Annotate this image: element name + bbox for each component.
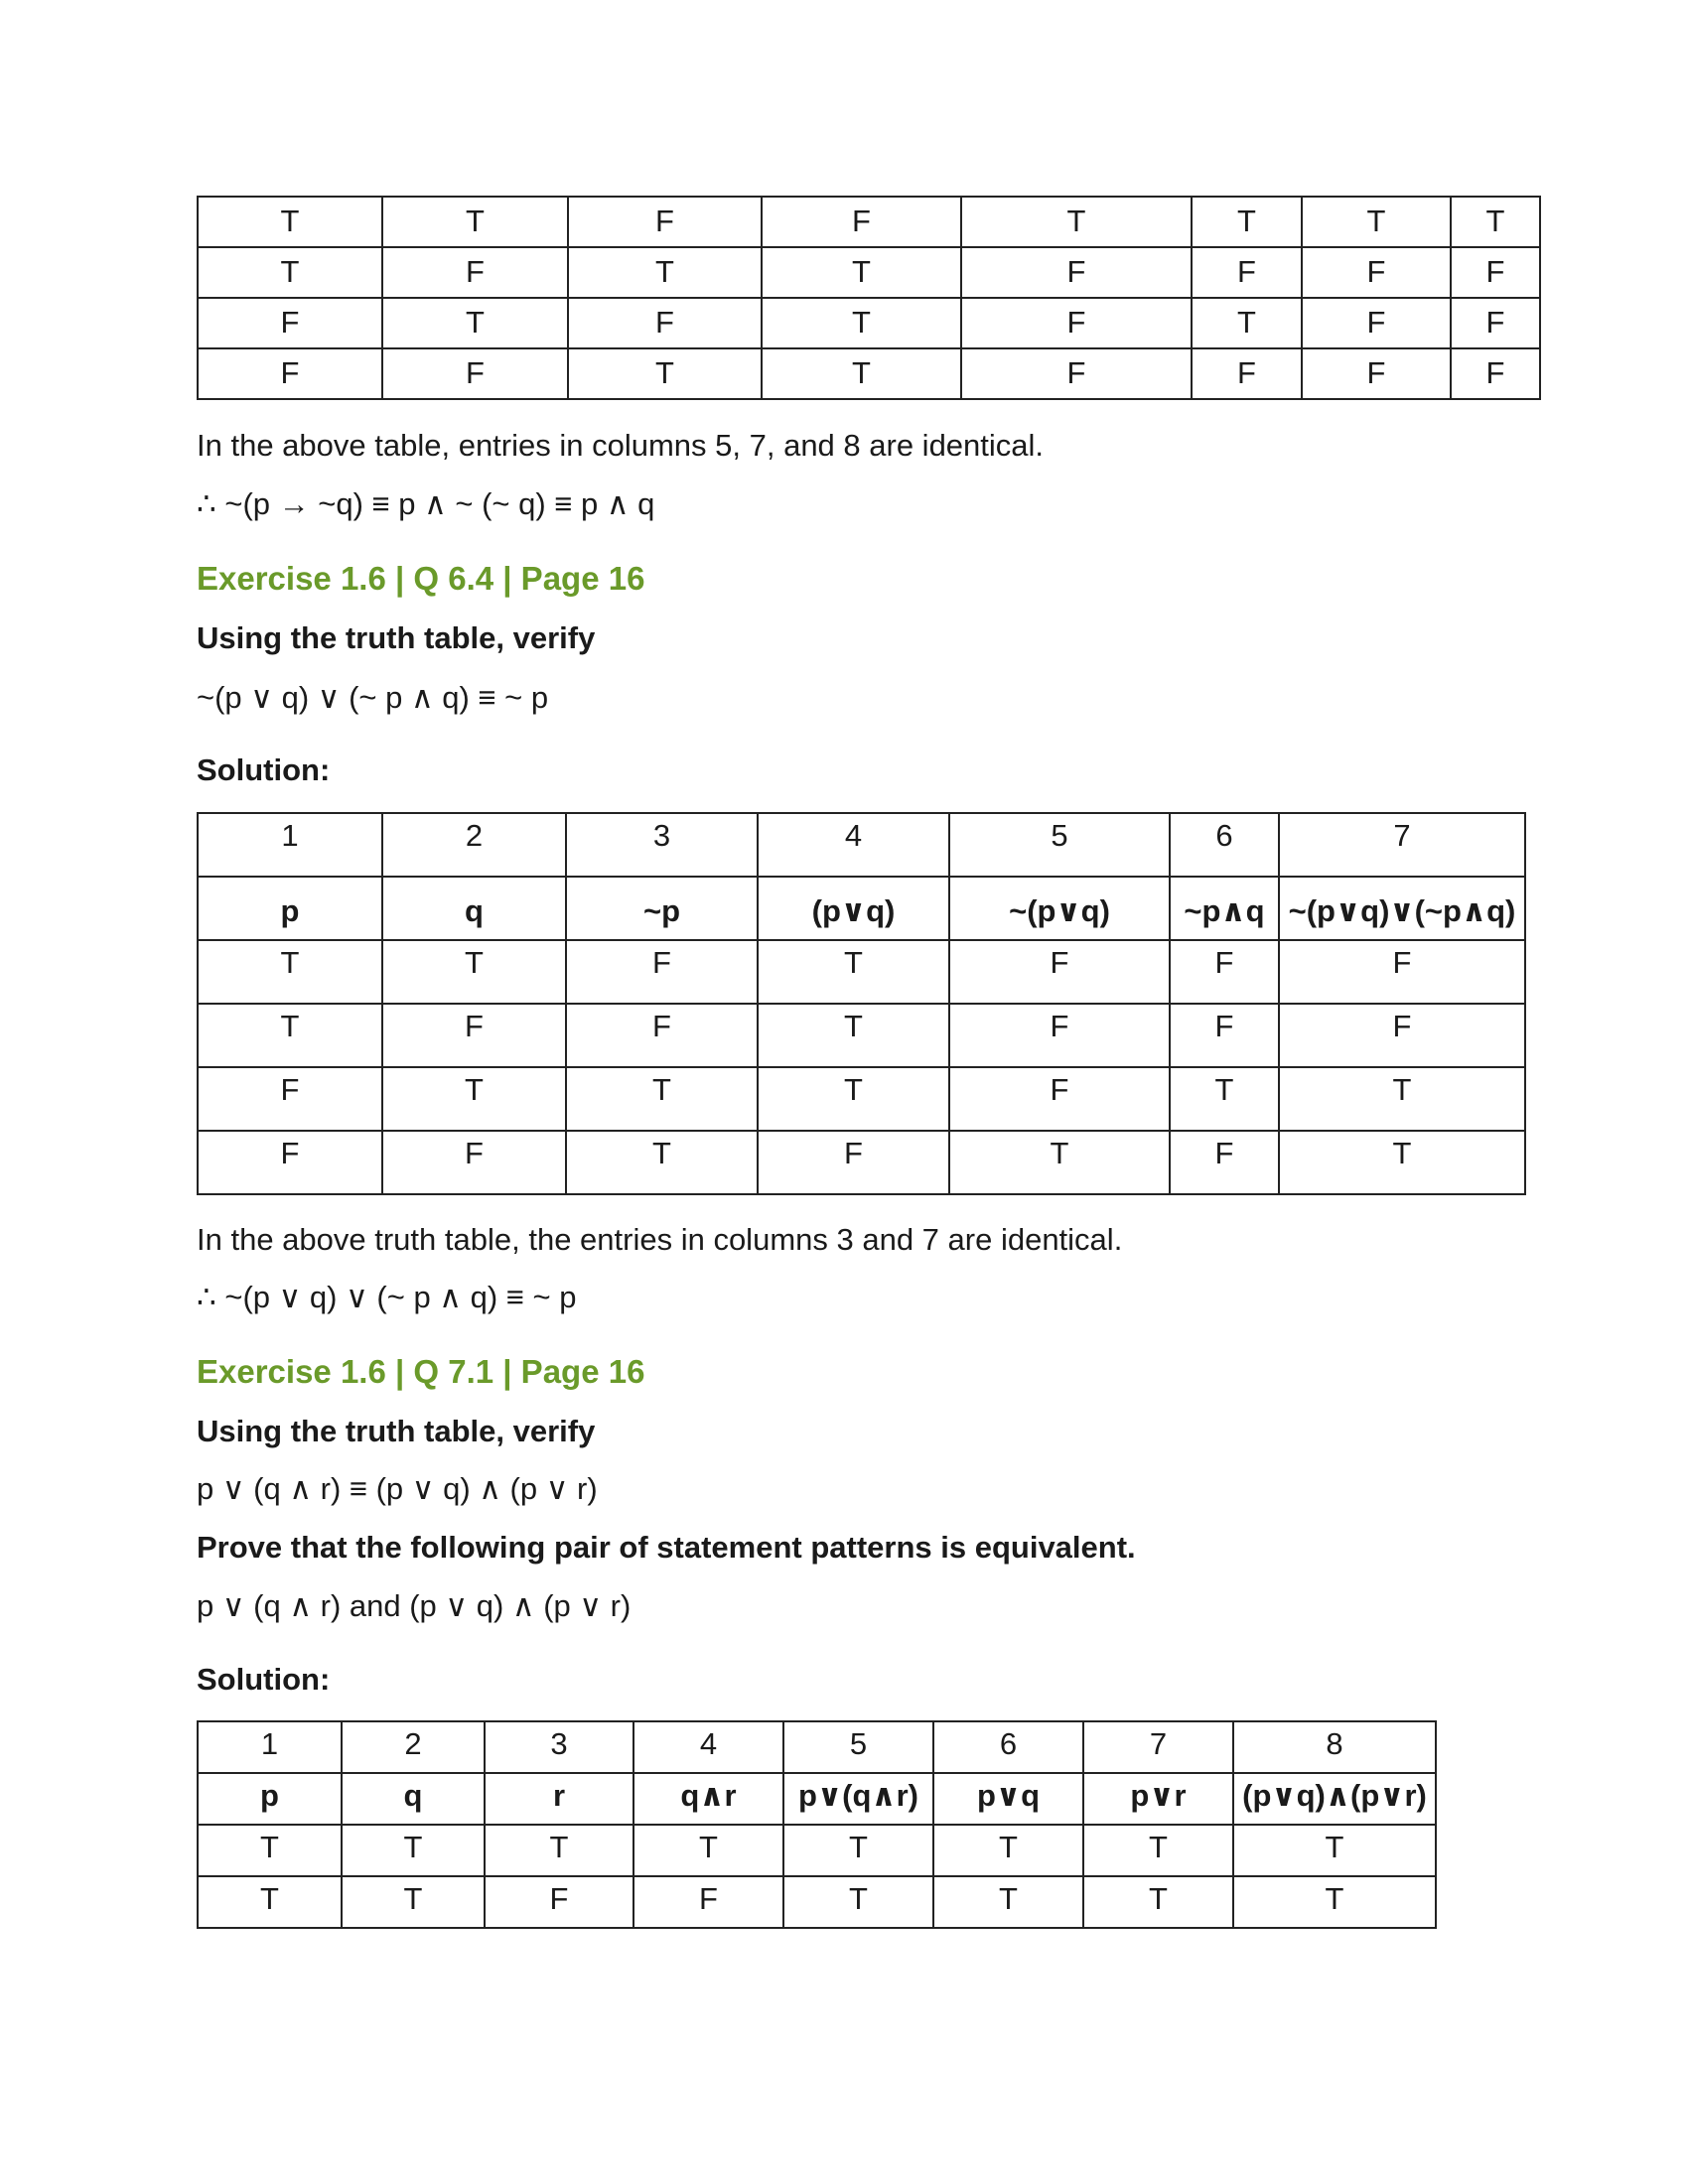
truth-table <box>197 1720 1437 1929</box>
table-cell: T <box>652 1136 671 1170</box>
table-row <box>198 1131 1525 1194</box>
table-cell: F <box>655 305 674 340</box>
table-cell: F <box>280 355 300 390</box>
statement-pair: p ∨ (q ∧ r) and (p ∨ q) ∧ (p ∨ r) <box>197 1588 632 1623</box>
table-row <box>198 940 1525 1004</box>
table-cell: T <box>1485 204 1505 238</box>
table-cell: T <box>1050 1136 1069 1170</box>
table-cell: F <box>280 305 300 340</box>
table-cell: T <box>699 1830 718 1864</box>
table-cell: F <box>1050 945 1069 980</box>
column-number: 8 <box>1326 1726 1343 1761</box>
column-number: 1 <box>281 818 299 853</box>
column-number: 2 <box>465 818 484 853</box>
column-number: 4 <box>699 1726 718 1761</box>
table-row <box>198 1067 1525 1131</box>
table-cell: F <box>844 1136 863 1170</box>
table-cell: T <box>999 1830 1018 1864</box>
table-cell: T <box>280 1009 300 1043</box>
column-header: p∨q <box>976 1778 1041 1813</box>
table-cell: F <box>652 1009 671 1043</box>
table-cell: T <box>844 945 863 980</box>
table-cell: F <box>1237 355 1256 390</box>
table-cell: T <box>1237 305 1256 340</box>
table-cell: T <box>852 254 871 289</box>
table-cell: T <box>1066 204 1086 238</box>
table-cell: T <box>260 1830 279 1864</box>
table-cell: T <box>403 1830 423 1864</box>
exercise-heading: Exercise 1.6 | Q 6.4 | Page 16 <box>197 560 645 597</box>
table-cell: F <box>699 1881 718 1916</box>
header-row <box>198 1773 1436 1825</box>
table-cell: T <box>1237 204 1256 238</box>
table-cell: T <box>1149 1830 1168 1864</box>
column-header: p∨(q∧r) <box>798 1778 918 1813</box>
conclusion: ∴ ~(p → ~q) ≡ p ∧ ~ (~ q) ≡ p ∧ q <box>197 486 655 521</box>
solution-label: Solution: <box>197 752 331 787</box>
conclusion: ∴ ~(p ∨ q) ∨ (~ p ∧ q) ≡ ~ p <box>197 1280 577 1314</box>
column-number: 7 <box>1149 1726 1168 1761</box>
column-number: 3 <box>550 1726 568 1761</box>
table-cell: T <box>852 355 871 390</box>
column-header: (p∨q) <box>811 893 896 928</box>
table-cell: F <box>1214 1009 1234 1043</box>
column-number: 4 <box>844 818 863 853</box>
table-cell: F <box>1214 1136 1234 1170</box>
table-cell: T <box>466 204 485 238</box>
table-cell: F <box>1050 1072 1069 1107</box>
table-cell: F <box>1066 305 1086 340</box>
table-cell: T <box>1366 204 1386 238</box>
table-cell: F <box>1066 254 1086 289</box>
table-row <box>198 1825 1436 1876</box>
table-cell: T <box>844 1009 863 1043</box>
column-header: ~(p∨q) <box>1009 893 1110 928</box>
table-cell: T <box>465 1072 484 1107</box>
table-cell: T <box>465 945 484 980</box>
table-cell: F <box>1366 355 1386 390</box>
header-row <box>198 877 1525 940</box>
column-number: 5 <box>1051 818 1068 853</box>
table-cell: F <box>1485 305 1505 340</box>
table-cell: T <box>466 305 485 340</box>
table-row <box>198 247 1540 298</box>
table-row <box>198 298 1540 348</box>
table-cell: F <box>1392 945 1412 980</box>
table-cell: F <box>1214 945 1234 980</box>
table-cell: T <box>260 1881 279 1916</box>
table-cell: F <box>466 254 485 289</box>
table-cell: T <box>999 1881 1018 1916</box>
table-row <box>198 1876 1436 1928</box>
table-cell: T <box>1325 1830 1344 1864</box>
table-cell: T <box>655 254 674 289</box>
column-header: (p∨q)∧(p∨r) <box>1242 1778 1427 1813</box>
column-header: p <box>280 893 300 928</box>
table-row <box>198 348 1540 399</box>
table-cell: F <box>280 1072 300 1107</box>
column-number: 6 <box>999 1726 1018 1761</box>
table-cell: T <box>652 1072 671 1107</box>
table-cell: T <box>849 1830 868 1864</box>
exercise-heading: Exercise 1.6 | Q 7.1 | Page 16 <box>197 1353 645 1390</box>
table-cell: T <box>403 1881 423 1916</box>
column-number: 2 <box>404 1726 422 1761</box>
table-cell: T <box>280 254 300 289</box>
column-number-row <box>198 1721 1436 1773</box>
column-number: 6 <box>1215 818 1233 853</box>
table-cell: T <box>1149 1881 1168 1916</box>
column-header: q <box>403 1778 423 1813</box>
table-cell: F <box>466 355 485 390</box>
table-cell: T <box>1392 1072 1412 1107</box>
table-cell: F <box>1485 254 1505 289</box>
column-number: 7 <box>1393 818 1411 853</box>
table-row <box>198 197 1540 247</box>
solution-label: Solution: <box>197 1662 331 1697</box>
table-cell: T <box>844 1072 863 1107</box>
table-cell: F <box>852 204 871 238</box>
table-cell: F <box>465 1136 484 1170</box>
column-number: 3 <box>652 818 671 853</box>
table-row <box>198 1004 1525 1067</box>
table-cell: T <box>849 1881 868 1916</box>
instruction-prove: Prove that the following pair of statement patterns is equivalent. <box>197 1530 1136 1565</box>
column-header: ~p∧q <box>1184 893 1265 928</box>
table-cell: T <box>280 945 300 980</box>
column-header: ~p <box>642 893 681 928</box>
table-cell: F <box>1237 254 1256 289</box>
table-cell: T <box>549 1830 569 1864</box>
table-cell: F <box>1366 305 1386 340</box>
column-header: p <box>260 1778 279 1813</box>
table-cell: T <box>280 204 300 238</box>
instruction: Using the truth table, verify <box>197 620 596 655</box>
table-cell: F <box>1392 1009 1412 1043</box>
table-cell: F <box>655 204 674 238</box>
column-number-row <box>198 813 1525 877</box>
column-number: 5 <box>849 1726 868 1761</box>
statement: ~(p ∨ q) ∨ (~ p ∧ q) ≡ ~ p <box>197 680 549 715</box>
table-note: In the above truth table, the entries in columns 3 and 7 are identical. <box>197 1222 1123 1257</box>
truth-table-continued <box>197 196 1541 400</box>
table-cell: F <box>1050 1009 1069 1043</box>
column-header: q∧r <box>680 1778 737 1813</box>
table-cell: F <box>1485 355 1505 390</box>
column-number: 1 <box>260 1726 279 1761</box>
column-header: r <box>552 1778 566 1813</box>
truth-table <box>197 812 1526 1195</box>
table-cell: F <box>1366 254 1386 289</box>
table-cell: T <box>852 305 871 340</box>
column-header: q <box>465 893 484 928</box>
table-note: In the above table, entries in columns 5, 7, and 8 are identical. <box>197 428 1045 463</box>
column-header: ~(p∨q)∨(~p∧q) <box>1288 893 1516 928</box>
table-cell: F <box>652 945 671 980</box>
statement: p ∨ (q ∧ r) ≡ (p ∨ q) ∧ (p ∨ r) <box>197 1471 598 1506</box>
table-cell: T <box>1325 1881 1344 1916</box>
column-header: p∨r <box>1130 1778 1187 1813</box>
table-cell: T <box>1392 1136 1412 1170</box>
table-cell: F <box>465 1009 484 1043</box>
table-cell: F <box>549 1881 569 1916</box>
instruction: Using the truth table, verify <box>197 1414 596 1448</box>
table-cell: F <box>1066 355 1086 390</box>
table-cell: T <box>655 355 674 390</box>
table-cell: T <box>1214 1072 1234 1107</box>
table-cell: F <box>280 1136 300 1170</box>
